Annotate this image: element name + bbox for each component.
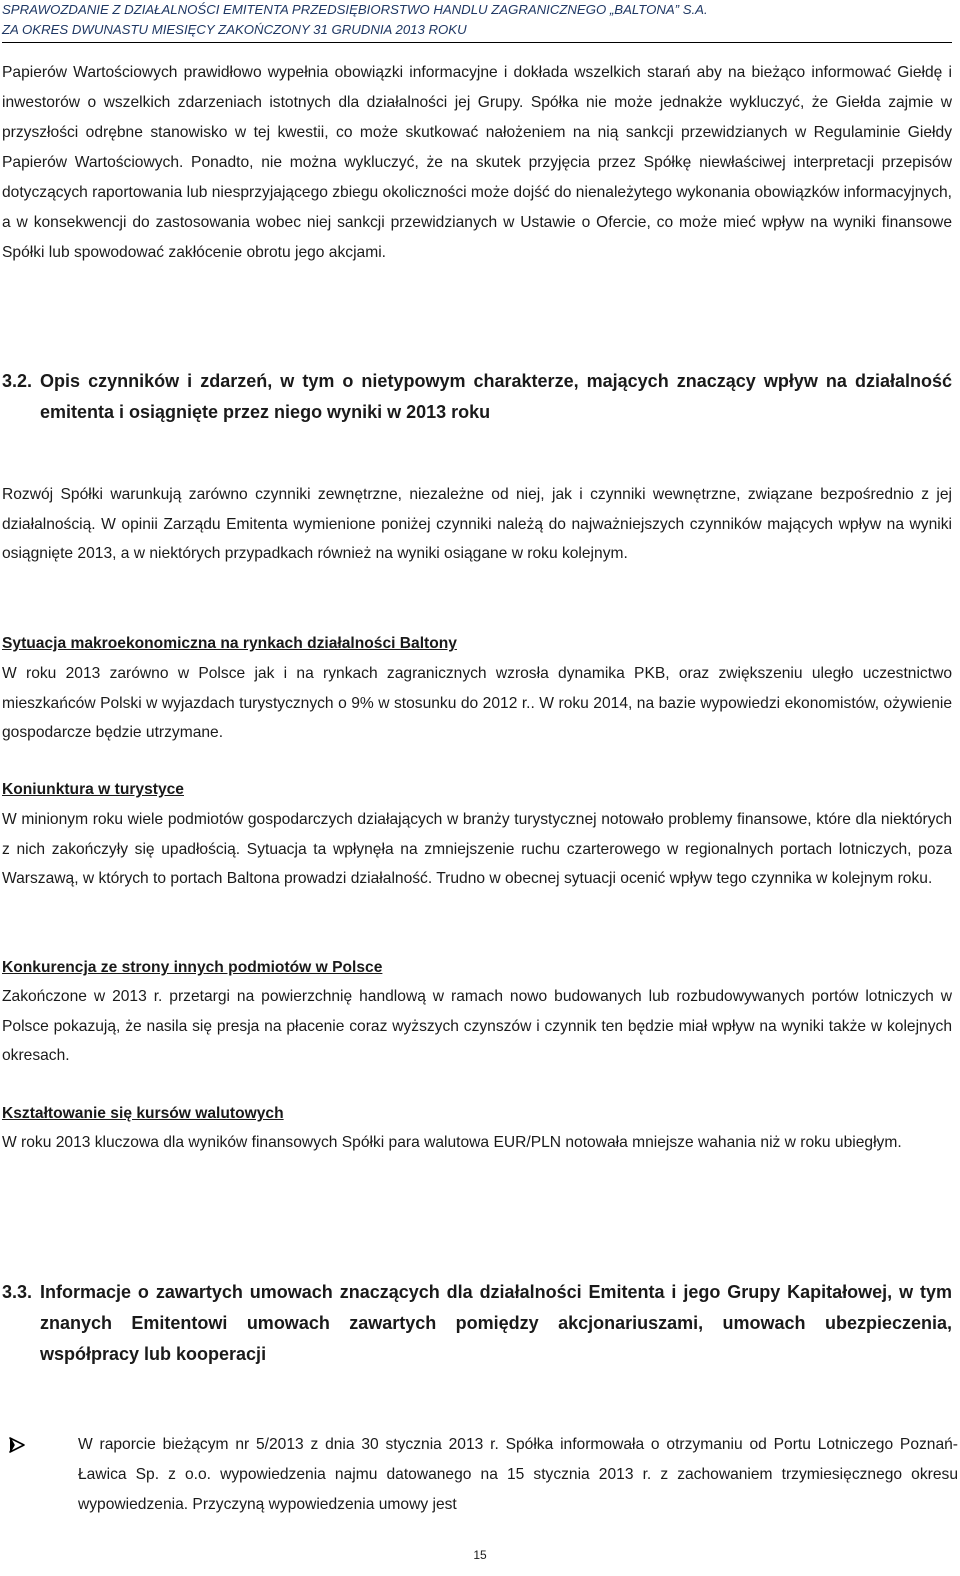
subsection-text: W minionym roku wiele podmiotów gospodarczych działających w branży turystycznej notowało problemy finansowe, które dla niektórych z nich zakończyły się upadłością. Sytuacja ta wpłynęła na zmniejszenie ruchu czarterowego w regionalnych portach lotniczych, poza Warszawą, w których to portach Baltona prowadzi działalność. Trudno w obecnej sytuacji ocenić wpływ tego czynnika w kolejnym roku. xyxy=(2,811,952,887)
subsection-heading: Kształtowanie się kursów walutowych xyxy=(2,1105,284,1122)
subsection-heading: Sytuacja makroekonomiczna na rynkach działalności Baltony xyxy=(2,635,457,652)
subsection-heading: Konkurencja ze strony innych podmiotów w Polsce xyxy=(2,959,383,976)
page-number: 15 xyxy=(473,1548,487,1562)
header-line-2: ZA OKRES DWUNASTU MIESIĘCY ZAKOŃCZONY 31 GRUDNIA 2013 ROKU xyxy=(2,22,467,37)
subsection-heading: Koniunktura w turystyce xyxy=(2,781,184,798)
section-number: 3.2. xyxy=(2,371,33,391)
section-title: Informacje o zawartych umowach znaczących dla działalności Emitenta i jego Grupy Kapitałowej, w tym znanych Emitentowi umowach zawartych pomiędzy akcjonariuszami, umowach ubezpieczenia, współpracy lub kooperacji xyxy=(40,1282,952,1364)
header-rule xyxy=(2,42,952,43)
subsection-text: W roku 2013 kluczowa dla wyników finansowych Spółki para walutowa EUR/PLN notowała mniejsze wahania niż w roku ubiegłym. xyxy=(2,1134,902,1151)
intro-paragraph: Papierów Wartościowych prawidłowo wypełnia obowiązki informacyjne i dokłada wszelkich starań aby na bieżąco informować Giełdę i inwestorów o wszelkich zdarzeniach istotnych dla działalności jej Grupy. Spółka nie może jednakże wykluczyć, że Giełda zajmie w przyszłości odrębne stanowisko w tej kwestii, co może skutkować nałożeniem na nią sankcji przewidzianych w Regulaminie Giełdy Papierów Wartościowych. Ponadto, nie można wykluczyć, że na skutek przyjęcia przez Spółkę niewłaściwej interpretacji przepisów dotyczących raportowania lub niesprzyjającego zbiegu okoliczności może dojść do nienależytego wykonania obowiązków informacyjnych, a w konsekwencji do zastosowania wobec niej sankcji przewidzianych w Ustawie o Ofercie, co może mieć wpływ na wyniki finansowe Spółki lub spowodować zakłócenie obrotu jego akcjami. xyxy=(2,64,952,261)
arrow-bullet-icon xyxy=(8,1436,26,1454)
section-3-2-intro: Rozwój Spółki warunkują zarówno czynniki zewnętrzne, niezależne od niej, jak i czynniki wewnętrzne, związane bezpośrednio z jej działalnością. W opinii Zarządu Emitenta wymienione poniżej czynniki należą do najważniejszych czynników mających wpływ na wyniki osiągnięte 2013, a w niektórych przypadkach również na wyniki osiągane w roku kolejnym. xyxy=(2,486,952,562)
section-title: Opis czynników i zdarzeń, w tym o nietypowym charakterze, mających znaczący wpływ na działalność emitenta i osiągnięte przez niego wyniki w 2013 roku xyxy=(40,371,952,422)
section-number: 3.3. xyxy=(2,1282,33,1302)
subsection-text: Zakończone w 2013 r. przetargi na powierzchnię handlową w ramach nowo budowanych lub rozbudowywanych portów lotniczych w Polsce pokazują, że nasila się presja na płacenie coraz wyższych czynszów i czynnik ten będzie miał wpływ na wyniki także w kolejnych okresach. xyxy=(2,988,952,1064)
subsection-text: W roku 2013 zarówno w Polsce jak i na rynkach zagranicznych wzrosła dynamika PKB, oraz zwiększeniu uległo uczestnictwo mieszkańców Polski w wyjazdach turystycznych o 9% w stosunku do 2012 r.. W roku 2014, na bazie wypowiedzi ekonomistów, ożywienie gospodarcze będzie utrzymane. xyxy=(2,665,952,741)
list-item-text: W raporcie bieżącym nr 5/2013 z dnia 30 stycznia 2013 r. Spółka informowała o otrzymaniu od Portu Lotniczego Poznań-Ławica Sp. z o.o. wypowiedzenia najmu datowanego na 15 stycznia 2013 r. z zachowaniem trzymiesięcznego okresu wypowiedzenia. Przyczyną wypowiedzenia umowy jest xyxy=(78,1436,958,1513)
header-line-1: SPRAWOZDANIE Z DZIAŁALNOŚCI EMITENTA PRZEDSIĘBIORSTWO HANDLU ZAGRANICZNEGO „BALTONA” S.A. xyxy=(2,2,708,17)
running-header xyxy=(2,0,952,40)
